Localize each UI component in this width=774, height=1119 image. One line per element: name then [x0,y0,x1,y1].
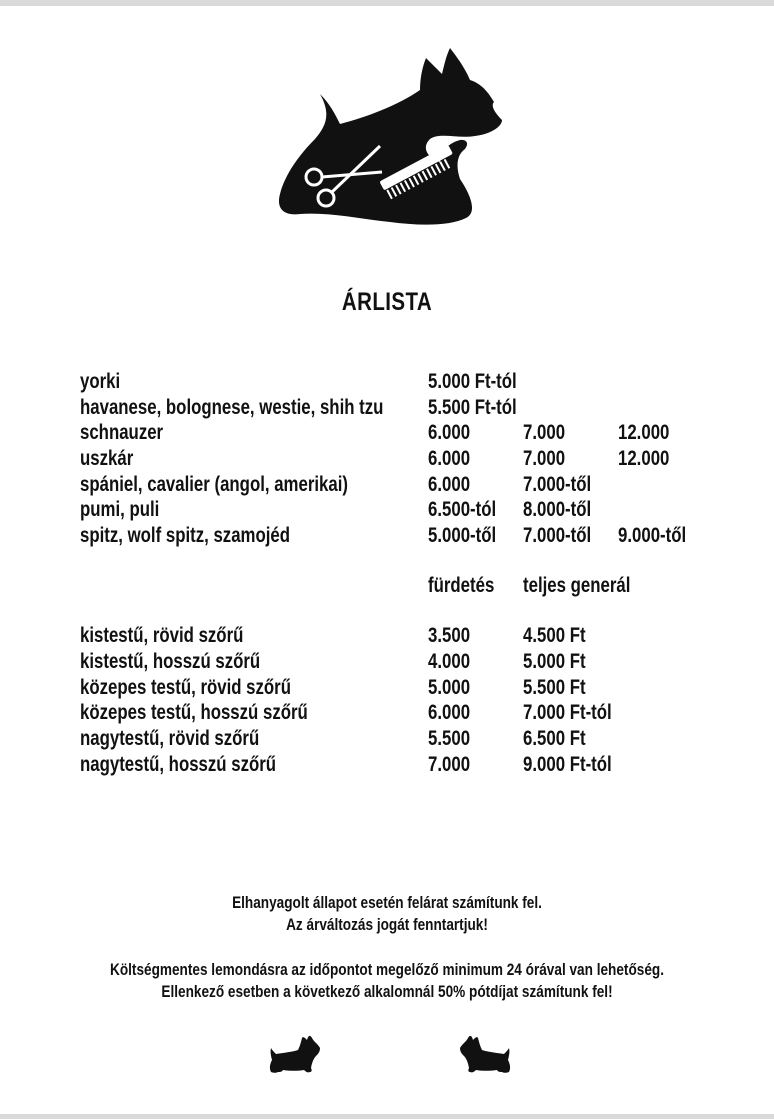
breed-price-3: 12.000 [618,447,670,470]
breed-price-1: 6.000 [428,447,471,470]
price-change-note: Az árváltozás jogát fenntartjuk! [286,915,488,934]
breed-price-1: 6.000 [428,421,471,444]
cancellation-note: Költségmentes lemondásra az időpontot megelőző minimum 24 órával van lehetőség. [110,960,664,979]
breed-name: pumi, puli [80,498,160,521]
breed-row [0,523,774,549]
breed-price-3: 9.000-től [618,524,687,547]
breed-price-2: 8.000-től [523,498,592,521]
size-name: nagytestű, hosszú szőrű [80,753,277,776]
breed-name: schnauzer [80,421,164,444]
size-name: nagytestű, rövid szőrű [80,727,260,750]
size-row [0,623,774,649]
full-price: 5.500 Ft [523,676,586,699]
breed-name: uszkár [80,447,134,470]
breed-price-2: 7.000-től [523,524,592,547]
size-name: közepes testű, rövid szőrű [80,676,291,699]
breed-price-1: 6.500-tól [428,498,497,521]
scottie-dog-icon [458,1032,512,1074]
scottie-dog-icon [268,1032,322,1074]
size-row [0,649,774,675]
bath-price: 4.000 [428,650,471,673]
breed-price-1: 5.500 Ft-tól [428,396,517,419]
scottie-dog-grooming-logo-icon [270,44,510,234]
size-row [0,675,774,701]
breed-price-1: 6.000 [428,473,471,496]
breed-row [0,472,774,498]
breed-name: havanese, bolognese, westie, shih tzu [80,396,384,419]
breed-name: spitz, wolf spitz, szamojéd [80,524,291,547]
price-list-page [0,6,774,1114]
full-price: 6.500 Ft [523,727,586,750]
size-row [0,752,774,778]
full-price: 7.000 Ft-tól [523,701,612,724]
surcharge-note: Elhanyagolt állapot esetén felárat számítunk fel. [232,893,542,912]
breed-name: yorki [80,370,121,393]
breed-row [0,497,774,523]
breed-price-1: 5.000 Ft-tól [428,370,517,393]
breed-row [0,395,774,421]
page-title: ÁRLISTA [341,288,433,316]
size-name: kistestű, rövid szőrű [80,624,244,647]
size-name: közepes testű, hosszú szőrű [80,701,308,724]
size-row [0,726,774,752]
bath-price: 5.000 [428,676,471,699]
full-price: 9.000 Ft-tól [523,753,612,776]
breed-price-2: 7.000 [523,447,566,470]
bath-price: 7.000 [428,753,471,776]
breed-row [0,369,774,395]
breed-price-3: 12.000 [618,421,670,444]
full-price: 4.500 Ft [523,624,586,647]
breed-name: spániel, cavalier (angol, amerikai) [80,473,348,496]
size-name: kistestű, hosszú szőrű [80,650,261,673]
size-table-header [0,573,774,599]
late-cancellation-note: Ellenkező esetben a következő alkalomnál 50% pótdíjat számítunk fel! [161,982,613,1001]
breed-price-1: 5.000-től [428,524,497,547]
breed-row [0,446,774,472]
bath-price: 6.000 [428,701,471,724]
breed-price-2: 7.000-től [523,473,592,496]
bath-price: 3.500 [428,624,471,647]
full-price: 5.000 Ft [523,650,586,673]
size-row [0,700,774,726]
bath-price: 5.500 [428,727,471,750]
breed-row [0,420,774,446]
full-grooming-header: teljes generál [523,574,631,597]
bath-header: fürdetés [428,574,495,597]
breed-price-2: 7.000 [523,421,566,444]
